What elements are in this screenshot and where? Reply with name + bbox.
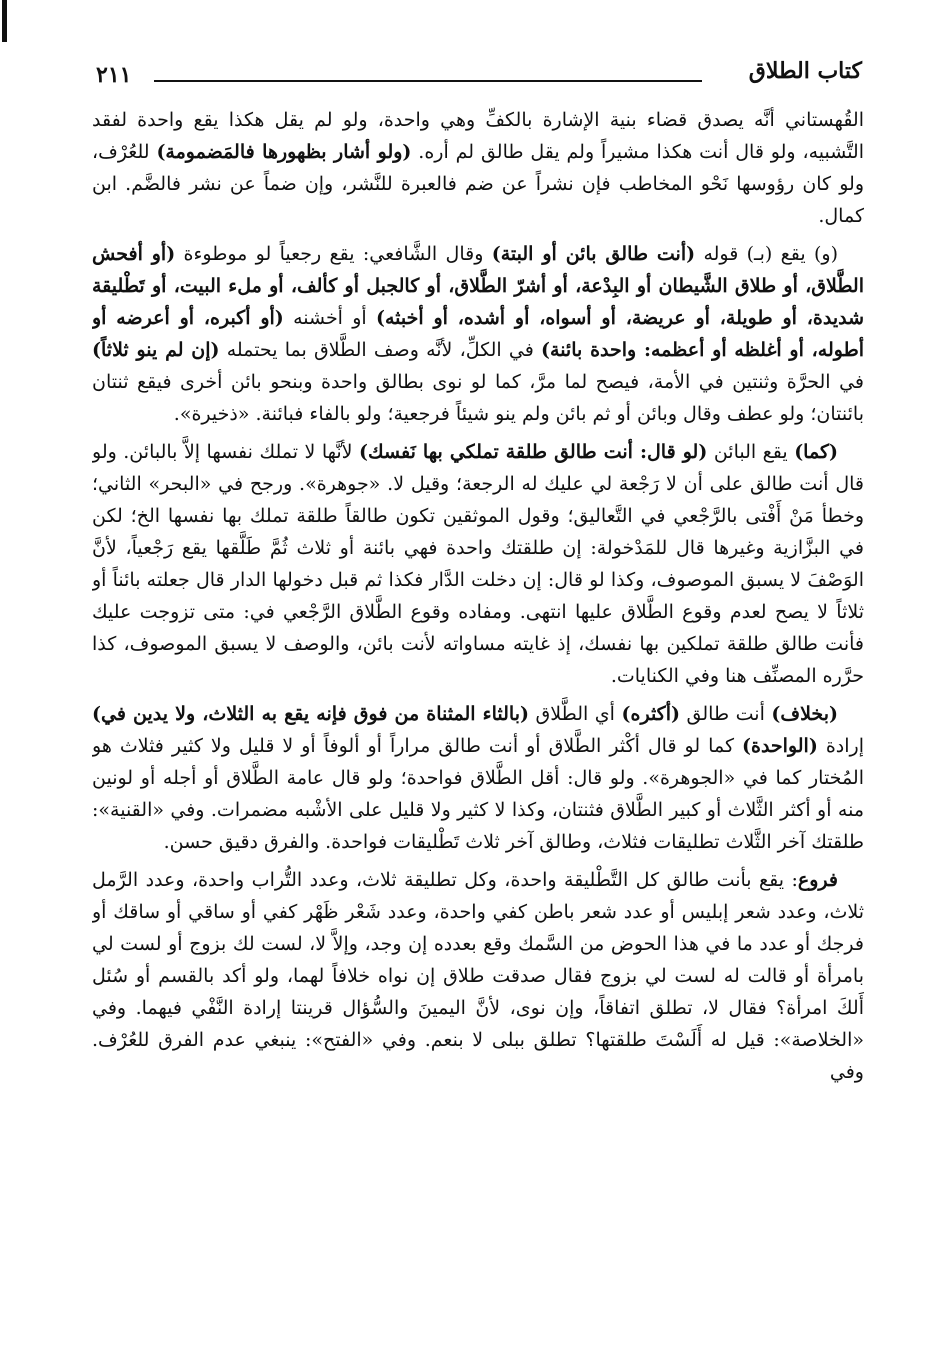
bold-matn-text: (أو أكبره، أو أعرضه أو أطوله، أو أغلظه أو أعظمه: واحدة بائنة) [92,307,864,361]
commentary-text: إرادة [817,735,864,757]
bold-matn-text: (أو أفحش الطَّلاق، أو طلاق الشَّيطان أو البِدْعة، أو أشرّ الطَّلاق، أو كالجبل أو كألف، أو ملء البيت، أو تَطْليقة شديدة، أو طويلة، أو عريضة، أو أسواه، أو أشده، أو أخبثه) [92,243,864,329]
page-header [96,58,862,96]
commentary-text: (و) يقع (بـ) قوله [695,243,838,265]
bold-matn-text: (إن لم ينو ثلاثاً) [92,339,220,361]
commentary-text: أنت طالق [680,703,772,725]
commentary-text: أي الطَّلاق [528,703,622,725]
commentary-text: : يقع بأنت طالق كل التَّطْليقة واحدة، وكل تطليقة ثلاث، وعدد التُّراب واحدة، وعدد الرَّمل ثلاث، وعدد شعر إبليس أو عدد شعر باطن كفي واحدة، وعدد شَعْر ظَهْر كفي أو ساقي أو ساقك أو فرجك أو عدد ما في هذا الحوض من السَّمك وقع بعدده إن وجد، وإلاَّ لا، لست لك بزوج أو لست لي بامرأة أو قالت له لست لي بزوج فقال صدقت طلاق إن نواه خلافاً لهما، ولو أكد بالقسم أو سُئل أَلكَ امرأة؟ فقال لا، تطلق اتفاقاً، وإن نوى، لأنَّ اليمينَ والسُّؤال قرينتا إرادة النَّفْي فيهما. وفي «الخلاصة»: قيل له أَلَسْتَ طلقتها؟ تطلق ببلى لا بنعم. وفي «الفتح»: ينبغي عدم الفرق للعُرْف. وفي [92,869,864,1083]
bold-matn-text: (لو قال: أنت طالق طلقة تملكي بها نَفسك) [359,441,708,463]
bold-matn-text: (أنت طالق بائن أو البتة) [491,243,696,265]
commentary-text: في الحرَّة وثنتين في الأمة، فيصح لما مرَّ، كما لو نوى بطالق واحدة وبنحو بائن أخرى فيقع ثنتان بائنتان؛ ولو عطف وقال وبائن أو ثم بائن ولم ينو شيئاً فرجعية؛ ولو بالفاء فبائنة. «ذخيرة». [92,371,864,425]
header-rule [154,80,702,82]
commentary-text: يقع البائن [707,441,795,463]
paragraph [92,436,864,692]
paragraph [92,698,864,858]
page-body [92,104,864,1352]
bold-matn-text: (أكثره) [621,703,680,725]
paragraph [92,238,864,430]
page-number: ٢١١ [96,62,132,88]
commentary-text: وقال الشَّافعي: يقع رجعياً لو موطوءة [175,243,492,265]
commentary-text: للعُرْف، ولو كان رؤوسها نَحْو المخاطب فإن نشراً عن ضم فالعبرة للنَّشر، وإن ضماً عن نشر فالضَّم. ابن كمال. [92,141,864,227]
bold-matn-text: (بالثاء المثناة من فوق فإنه يقع به الثلاث، ولا يدين في) [92,703,529,725]
bold-matn-text: فروع [797,869,838,891]
paragraph [92,864,864,1088]
commentary-text: أو أخشنه [283,307,376,329]
page-edge-mark [2,0,7,42]
commentary-text: لأنَّها لا تملك نفسها إلاَّ بالبائن. ولو قال أنت طالق على أن لا رَجْعة لي عليك له الرجعة؛ وقيل لا. «جوهرة». ورجح في «البحر» الثاني؛ وخطأ مَنْ أَفْتى بالرَّجْعي في التَّعاليق؛ وقول الموثقين تكون طالقاً طلقة تملك بها نفسها الخ؛ لكن في البزَّازية وغيرها قال للمَدْخولة: إن طلقتك واحدة فهي بائنة أو ثلاث ثُمَّ طَلَّقها يقع رَجْعياً، لأنَّ الوَصْفَ لا يسبق الموصوف، وكذا لو قال: إن دخلت الدَّار فكذا ثم قبل دخولها الدار قال جعلته بائناً أو ثلاثاً لا يصح لعدم وقوع الطَّلاق عليها انتهى. ومفاده وقوع الطَّلاق الرَّجْعي في: متى تزوجت عليك فأنت طالق طلقة تملكين بها نفسك، إذ غايته مساواته لأنت بائن، والوصف لا يسبق الموصوف، كذا حرَّره المصنِّف هنا وفي الكنايات. [92,441,864,687]
bold-matn-text: (ولو أشار بظهورها فالمَضمومة) [156,141,412,163]
commentary-text: كما لو قال أكْثر الطَّلاق أو أنت طالق مراراً أو ألوفاً أو لا قليل ولا كثير فثلاث هو المُختار كما في «الجوهرة». ولو قال: أقل الطَّلاق فواحدة؛ ولو قال عامة الطَّلاق أو أجله أو لونين منه أو أكثر الثَّلاث أو كبير الطَّلاق فثنتان، وكذا لا كثير ولا قليل على الأشْبه مضمرات. وفي «القنية»: طلقتك آخر الثَّلاث تطليقات فثلاث، وطالق آخر ثلاث تَطْليقات فواحدة. والفرق دقيق حسن. [92,735,864,853]
paragraph [92,104,864,232]
bold-matn-text: (الواحدة) [742,735,818,757]
bold-matn-text: (كما) [794,441,838,463]
bold-matn-text: (بخلاف) [771,703,838,725]
commentary-text: القُهستاني أنَّه يصدق قضاء بنية الإشارة بالكفِّ وهي واحدة، ولو لم يقل هكذا يقع واحدة لفقد التَّشبيه، ولو قال أنت هكذا مشيراً ولم يقل طالق لم أره. [92,109,864,163]
commentary-text: في الكلِّ، لأنَّه وصف الطَّلاق بما يحتمله [219,339,542,361]
book-title: كتاب الطلاق [748,58,862,84]
